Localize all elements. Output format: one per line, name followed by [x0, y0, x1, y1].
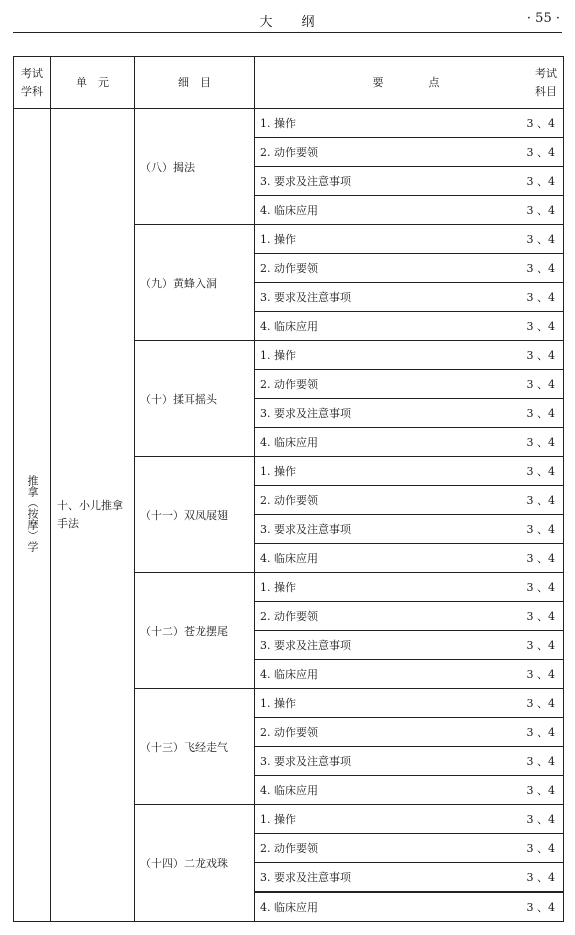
unit-cell: 十、小儿推拿手法 [51, 109, 135, 922]
exam-subject-code: 3 、4 [526, 610, 555, 623]
point-label: 1. 操作 [260, 233, 296, 246]
page-title: 大 纲 [259, 15, 316, 30]
exam-subject-code: 3 、4 [526, 262, 555, 275]
point-label: 4. 临床应用 [260, 784, 318, 797]
point-label: 4. 临床应用 [260, 552, 318, 565]
exam-subject-code: 3 、4 [526, 726, 555, 739]
table-header-row [14, 57, 564, 109]
point-cell [255, 631, 564, 660]
point-label: 4. 临床应用 [260, 204, 318, 217]
point-cell [255, 312, 564, 341]
table-body [14, 109, 564, 922]
item-cell: （八）揭法 [135, 109, 255, 225]
exam-subject-code: 3 、4 [526, 378, 555, 391]
exam-subject-code: 3 、4 [526, 871, 555, 884]
exam-subject-code: 3 、4 [526, 494, 555, 507]
point-cell [255, 225, 564, 254]
exam-subject-code: 3 、4 [526, 901, 555, 914]
point-label: 3. 要求及注意事项 [260, 755, 351, 768]
point-label: 2. 动作要领 [260, 378, 318, 391]
exam-subject-code: 3 、4 [526, 146, 555, 159]
page-number: · 55 · [526, 11, 560, 26]
exam-subject-code: 3 、4 [526, 755, 555, 768]
point-cell [255, 573, 564, 602]
point-label: 4. 临床应用 [260, 436, 318, 449]
subject-label: 推拿（按摩）学 [26, 475, 39, 552]
column-header-exam-subject: 考试 科目 [535, 66, 557, 98]
column-header-point-b: 点 [428, 75, 440, 89]
exam-subject-code: 3 、4 [526, 349, 555, 362]
exam-subject-code: 3 、4 [526, 465, 555, 478]
point-cell [255, 515, 564, 544]
page-header [13, 0, 562, 33]
point-cell [255, 776, 564, 805]
column-header-point-a: 要 [372, 75, 384, 89]
exam-subject-code: 3 、4 [526, 581, 555, 594]
exam-subject-code: 3 、4 [526, 320, 555, 333]
exam-subject-code: 3 、4 [526, 639, 555, 652]
point-label: 3. 要求及注意事项 [260, 871, 351, 884]
exam-subject-code: 3 、4 [526, 697, 555, 710]
point-label: 1. 操作 [260, 581, 296, 594]
item-cell: （十四）二龙戏珠 [135, 805, 255, 922]
point-label: 3. 要求及注意事项 [260, 639, 351, 652]
point-cell [255, 138, 564, 167]
exam-subject-code: 3 、4 [526, 175, 555, 188]
point-label: 3. 要求及注意事项 [260, 291, 351, 304]
point-label: 4. 临床应用 [260, 668, 318, 681]
point-label: 4. 临床应用 [260, 320, 318, 333]
exam-subject-code: 3 、4 [526, 117, 555, 130]
point-label: 4. 临床应用 [260, 901, 318, 914]
point-label: 3. 要求及注意事项 [260, 175, 351, 188]
column-header-unit: 单 元 [51, 57, 135, 109]
point-label: 2. 动作要领 [260, 262, 318, 275]
point-label: 2. 动作要领 [260, 842, 318, 855]
point-cell [255, 428, 564, 457]
exam-subject-code: 3 、4 [526, 784, 555, 797]
point-label: 2. 动作要领 [260, 494, 318, 507]
column-header-item: 细 目 [135, 57, 255, 109]
column-header-points [255, 57, 564, 109]
exam-subject-code: 3 、4 [526, 842, 555, 855]
point-cell [255, 892, 564, 922]
exam-subject-code: 3 、4 [526, 233, 555, 246]
item-cell: （十一）双凤展翅 [135, 457, 255, 573]
point-cell [255, 283, 564, 312]
point-label: 3. 要求及注意事项 [260, 407, 351, 420]
item-cell: （九）黄蜂入洞 [135, 225, 255, 341]
point-cell [255, 805, 564, 834]
exam-subject-code: 3 、4 [526, 204, 555, 217]
point-cell [255, 457, 564, 486]
point-cell [255, 167, 564, 196]
exam-subject-code: 3 、4 [526, 668, 555, 681]
exam-subject-code: 3 、4 [526, 813, 555, 826]
point-cell [255, 399, 564, 428]
point-label: 3. 要求及注意事项 [260, 523, 351, 536]
point-cell [255, 718, 564, 747]
point-cell [255, 602, 564, 631]
point-label: 2. 动作要领 [260, 146, 318, 159]
column-header-subject: 考试 学科 [14, 57, 51, 109]
item-cell: （十）揉耳摇头 [135, 341, 255, 457]
point-label: 1. 操作 [260, 349, 296, 362]
point-cell [255, 747, 564, 776]
item-cell: （十三）飞经走气 [135, 689, 255, 805]
exam-subject-code: 3 、4 [526, 523, 555, 536]
exam-subject-code: 3 、4 [526, 552, 555, 565]
syllabus-table [13, 56, 564, 922]
point-cell [255, 689, 564, 718]
point-cell [255, 370, 564, 399]
point-cell [255, 254, 564, 283]
point-label: 2. 动作要领 [260, 610, 318, 623]
exam-subject-code: 3 、4 [526, 436, 555, 449]
point-cell [255, 660, 564, 689]
point-cell [255, 109, 564, 138]
point-label: 1. 操作 [260, 813, 296, 826]
subject-cell [14, 109, 51, 922]
exam-subject-code: 3 、4 [526, 291, 555, 304]
exam-subject-code: 3 、4 [526, 407, 555, 420]
item-cell: （十二）苍龙摆尾 [135, 573, 255, 689]
point-cell [255, 196, 564, 225]
point-cell [255, 341, 564, 370]
point-label: 1. 操作 [260, 117, 296, 130]
point-cell [255, 863, 564, 893]
point-label: 1. 操作 [260, 465, 296, 478]
point-label: 2. 动作要领 [260, 726, 318, 739]
table-row [14, 109, 564, 138]
point-cell [255, 486, 564, 515]
point-cell [255, 544, 564, 573]
point-label: 1. 操作 [260, 697, 296, 710]
point-cell [255, 834, 564, 863]
